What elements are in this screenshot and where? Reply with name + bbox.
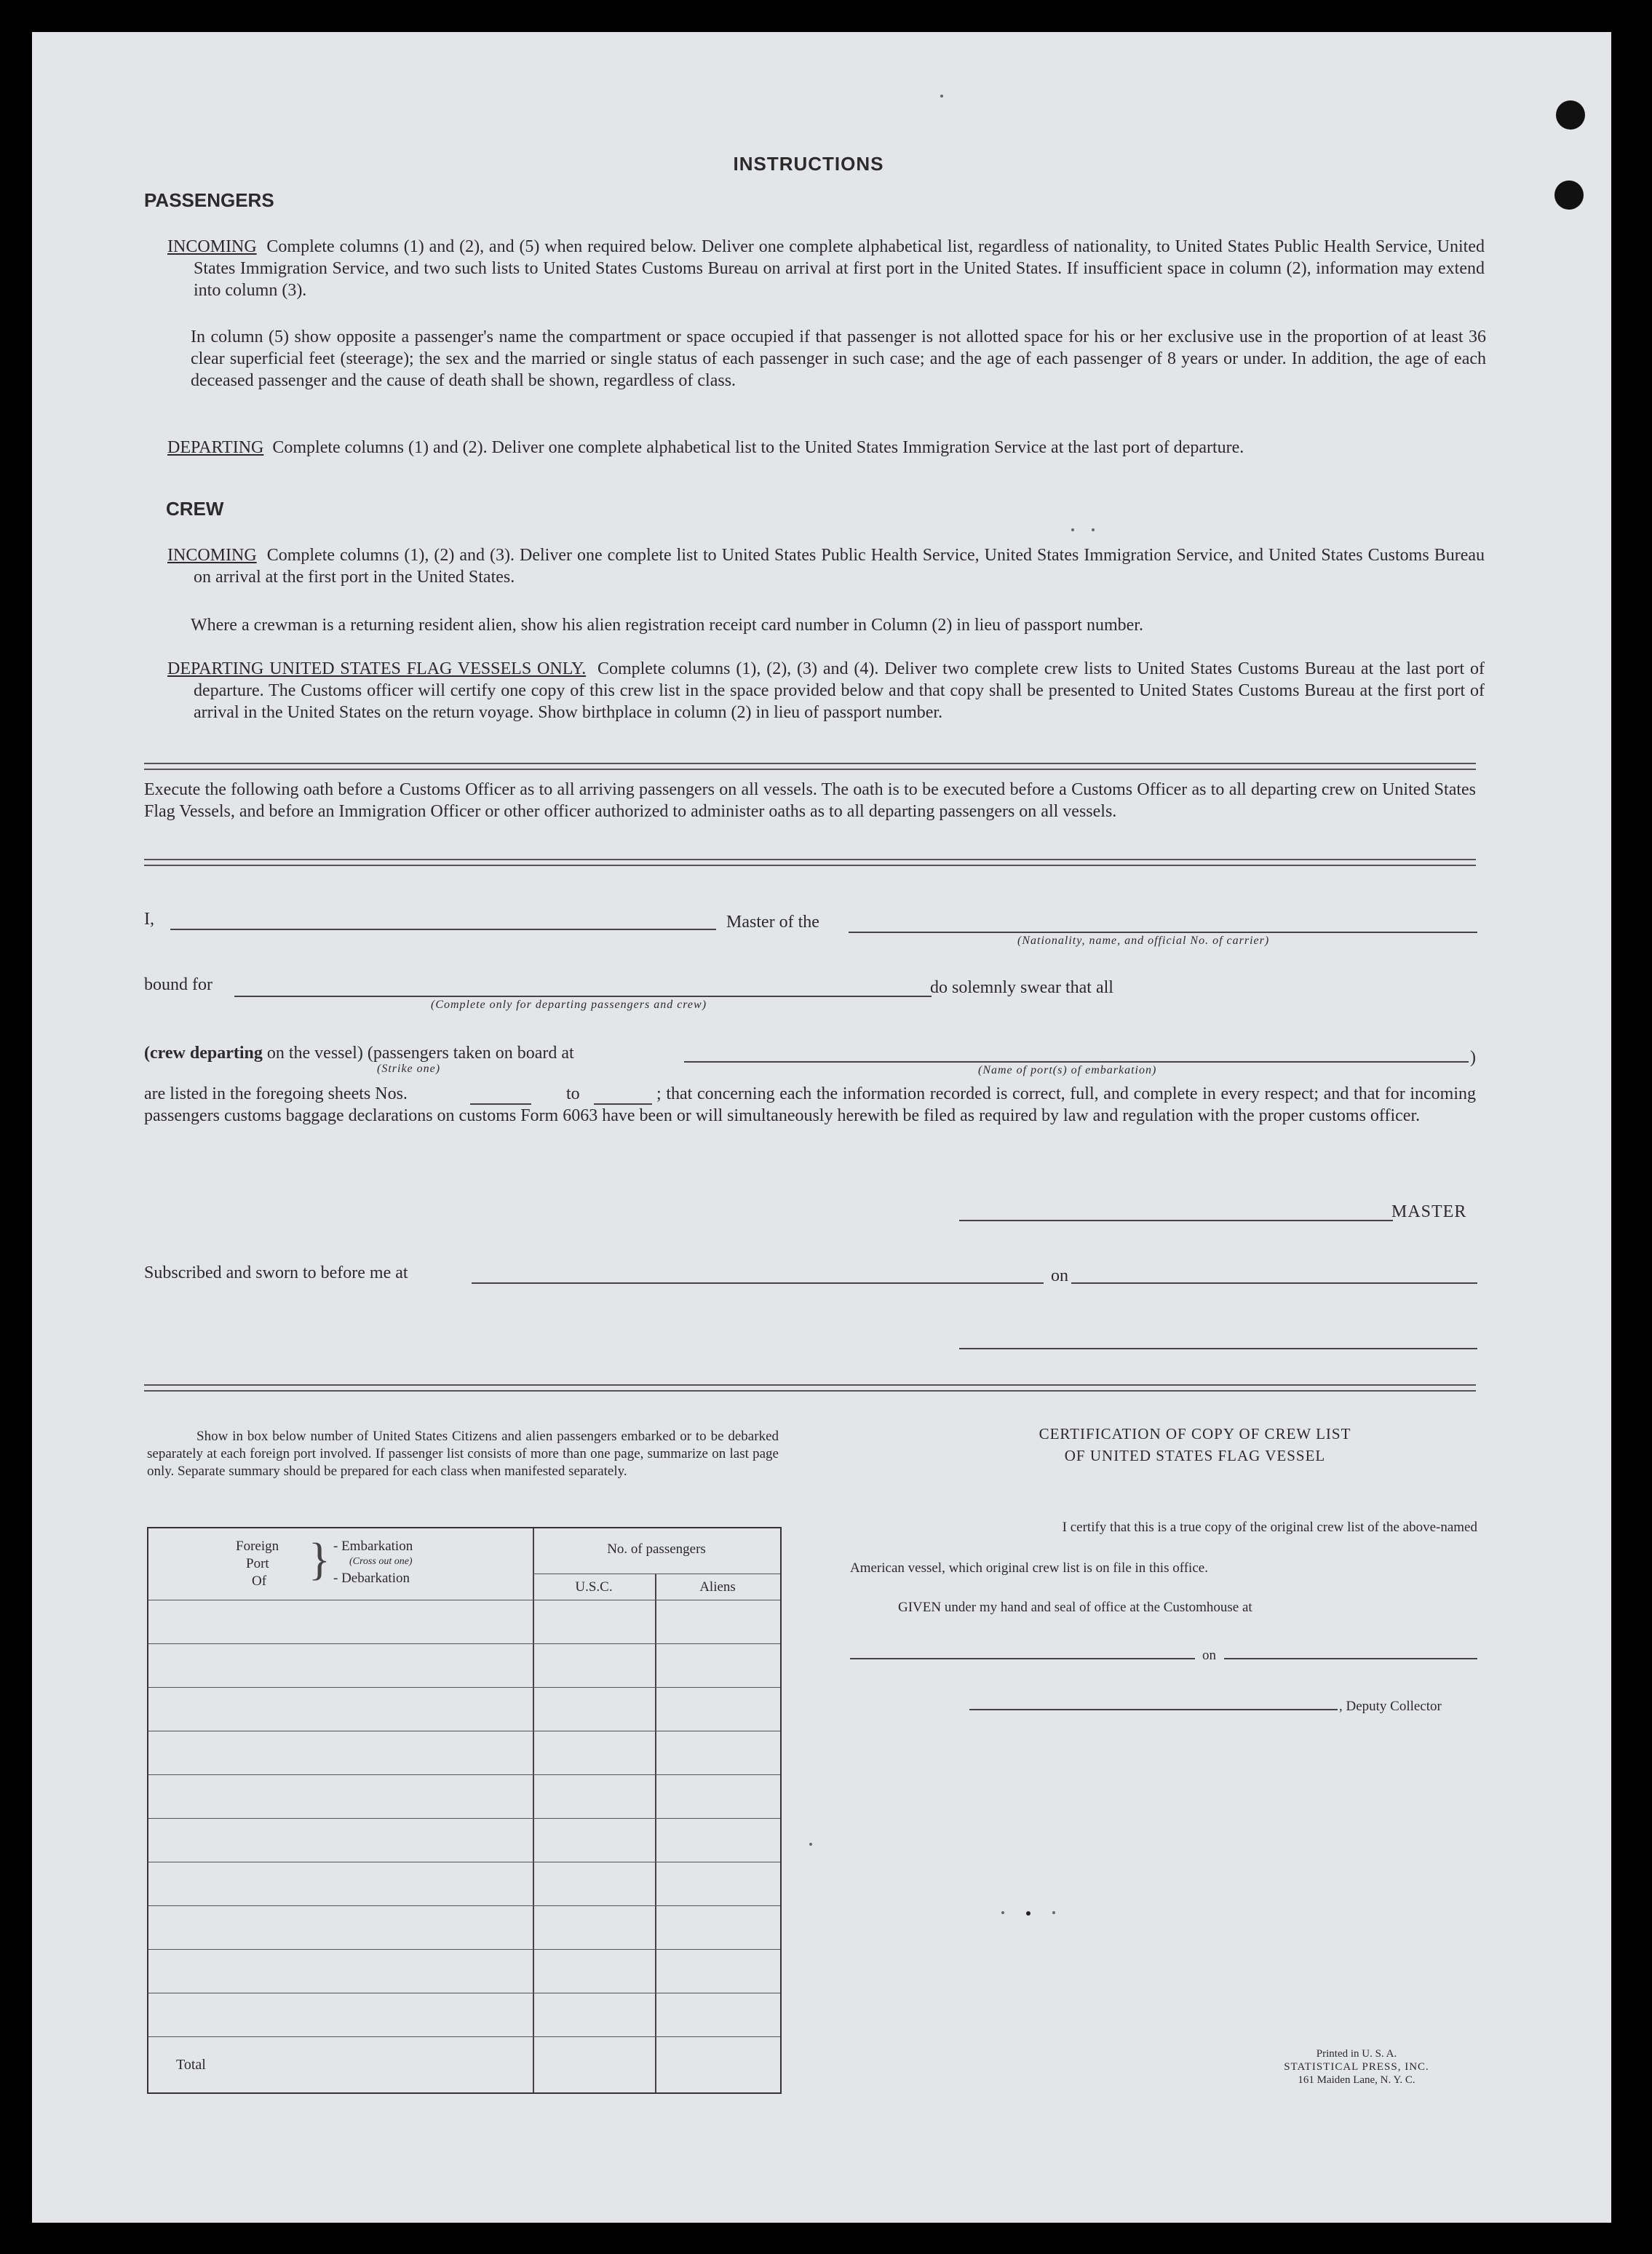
crew-departing-rest: on the vessel) (passengers taken on board at — [266, 1044, 574, 1063]
listed-rest: ; that concerning each the information recorded is correct, full, and complete in every respect; and that for incoming passengers customs baggage declarations on customs Form 6063 have been or will simultaneously herewith be filed as required by law and regulation with the proper customs officer. — [144, 1084, 1476, 1125]
total-label: Total — [176, 2057, 206, 2073]
sworn-place-field[interactable] — [472, 1282, 1044, 1284]
deputy-label: , Deputy Collector — [1339, 1699, 1442, 1714]
crew-resident-paragraph: Where a crewman is a returning resident alien, show his alien registration receipt card number in Column (2) in lieu of passport number. — [191, 616, 1143, 635]
crew-title: CREW — [166, 498, 224, 520]
printer-line-3: 161 Maiden Lane, N. Y. C. — [1298, 2074, 1415, 2086]
double-rule-3 — [144, 1384, 1476, 1392]
embark-caption: (Name of port(s) of embarkation) — [978, 1064, 1157, 1076]
certify-line-1: I certify that this is a true copy of the original crew list of the above-named — [1062, 1520, 1477, 1535]
bound-caption: (Complete only for departing passengers and crew) — [431, 999, 707, 1011]
sworn-date-field[interactable] — [1071, 1282, 1477, 1284]
subscribed-label: Subscribed and sworn to before me at — [144, 1263, 408, 1282]
crew-departing-label: DEPARTING UNITED STATES FLAG VESSELS ONLY. — [167, 659, 587, 678]
deputy-signature-field[interactable] — [969, 1709, 1338, 1710]
speck — [809, 1843, 812, 1846]
sworn-on-label: on — [1051, 1266, 1068, 1285]
to-label: to — [566, 1084, 580, 1103]
carrier-caption: (Nationality, name, and official No. of carrier) — [1017, 934, 1270, 947]
customhouse-field[interactable] — [850, 1658, 1195, 1659]
passenger-summary-table — [147, 1527, 782, 2094]
master-signature-field[interactable] — [959, 1220, 1393, 1221]
printer-line-2: STATISTICAL PRESS, INC. — [1284, 2061, 1429, 2073]
punch-hole-bottom — [1554, 180, 1584, 210]
bound-for-field[interactable] — [234, 996, 932, 997]
officer-signature-field[interactable] — [959, 1348, 1477, 1349]
crew-departing-text: Complete columns (1), (2), (3) and (4). Deliver two complete crew lists to United States Customs Bureau at the last port of departure. The Customs officer will certify one copy of this crew list in the space provided below and that copy shall be presented to United States Customs Bureau at the first port of arrival in the United States on the return voyage. Show birthplace in column (2) in lieu of passport number. — [194, 659, 1485, 722]
i-label: I, — [144, 910, 154, 929]
punch-hole-top — [1556, 100, 1585, 130]
swear-label: do solemnly swear that all — [930, 978, 1113, 997]
strike-caption: (Strike one) — [377, 1063, 441, 1075]
brace: } — [309, 1535, 330, 1584]
certification-title-1: CERTIFICATION OF COPY OF CREW LIST — [1039, 1425, 1351, 1443]
instructions-heading: INSTRUCTIONS — [733, 153, 884, 175]
form-sheet — [32, 32, 1611, 2223]
close-paren: ) — [1470, 1048, 1476, 1067]
master-label: MASTER — [1391, 1202, 1467, 1221]
oath-instruction: Execute the following oath before a Customs Officer as to all arriving passengers on all vessels. The oath is to be executed before a Customs Officer as to all departing crew on United States Flag Vessels, and before an Immigration Officer or other officer authorized to administer oaths as to all departing passengers on all vessels. — [144, 780, 1476, 821]
passengers-incoming-label: INCOMING — [167, 237, 257, 256]
master-of-label: Master of the — [726, 913, 819, 932]
crew-departing-paragraph — [167, 658, 1485, 723]
of-label: Of — [252, 1574, 267, 1589]
aliens-header: Aliens — [699, 1579, 736, 1595]
passengers-departing-label: DEPARTING — [167, 438, 264, 457]
speck — [1052, 1911, 1055, 1914]
master-name-field[interactable] — [170, 929, 716, 930]
crew-departing-line — [144, 1042, 574, 1064]
cross-out-label: (Cross out one) — [349, 1556, 413, 1567]
port-label: Port — [246, 1556, 269, 1571]
double-rule-1 — [144, 763, 1476, 770]
cert-on-label: on — [1202, 1648, 1216, 1663]
cert-date-field[interactable] — [1224, 1658, 1477, 1659]
crew-incoming-label: INCOMING — [167, 546, 257, 565]
crew-incoming-text: Complete columns (1), (2) and (3). Deliver one complete list to United States Public Health Service, United States Immigration Service, and United States Customs Bureau on arrival at the first port in the United States. — [194, 546, 1485, 587]
carrier-field[interactable] — [849, 932, 1477, 933]
crew-departing-bold: (crew departing — [144, 1044, 263, 1063]
speck — [1071, 528, 1074, 531]
listed-label: are listed in the foregoing sheets Nos. — [144, 1084, 408, 1103]
passengers-departing-paragraph — [167, 437, 1485, 459]
passengers-incoming-paragraph — [167, 236, 1485, 301]
speck — [1026, 1911, 1030, 1916]
bound-for-label: bound for — [144, 975, 213, 994]
printer-line-1: Printed in U. S. A. — [1316, 2048, 1397, 2060]
passengers-incoming-text: Complete columns (1) and (2), and (5) when required below. Deliver one complete alphabetical list, regardless of nationality, to United States Public Health Service, United States Immigration Service, and two such lists to United States Customs Bureau on arrival at first port in the United States. If insufficient space in column (2), information may extend into column (3). — [194, 237, 1485, 300]
embarkation-port-field[interactable] — [684, 1061, 1469, 1063]
speck — [1001, 1911, 1004, 1914]
column5-paragraph: In column (5) show opposite a passenger's name the compartment or space occupied if that passenger is not allotted space for his or her exclusive use in the proportion of at least 36 clear superficial feet (steerage); the sex and the married or single status of each passenger in such case; and the age of each passenger of 8 years or under. In addition, the age of each deceased passenger and the cause of death shall be shown, regardless of class. — [191, 328, 1486, 390]
debarkation-label: - Debarkation — [333, 1571, 410, 1586]
foreign-label: Foreign — [236, 1539, 279, 1554]
no-passengers-header: No. of passengers — [607, 1541, 706, 1557]
given-line: GIVEN under my hand and seal of office at the Customhouse at — [898, 1600, 1252, 1615]
crew-incoming-paragraph — [167, 544, 1485, 588]
passengers-title: PASSENGERS — [144, 189, 274, 211]
double-rule-2 — [144, 859, 1476, 866]
summary-instruction: Show in box below number of United States Citizens and alien passengers embarked or to be debarked separately at each foreign port involved. If passenger list consists of more than one page, summarize on last page only. Separate summary should be prepared for each class when manifested separately. — [147, 1429, 779, 1479]
embarkation-label: - Embarkation — [333, 1539, 413, 1554]
certify-line-2: American vessel, which original crew list is on file in this office. — [850, 1560, 1208, 1576]
speck — [1092, 528, 1095, 531]
usc-header: U.S.C. — [575, 1579, 613, 1595]
speck — [940, 95, 943, 98]
passengers-departing-text: Complete columns (1) and (2). Deliver one complete alphabetical list to the United States Immigration Service at the last port of departure. — [272, 438, 1244, 457]
certification-title-2: OF UNITED STATES FLAG VESSEL — [1064, 1447, 1326, 1464]
